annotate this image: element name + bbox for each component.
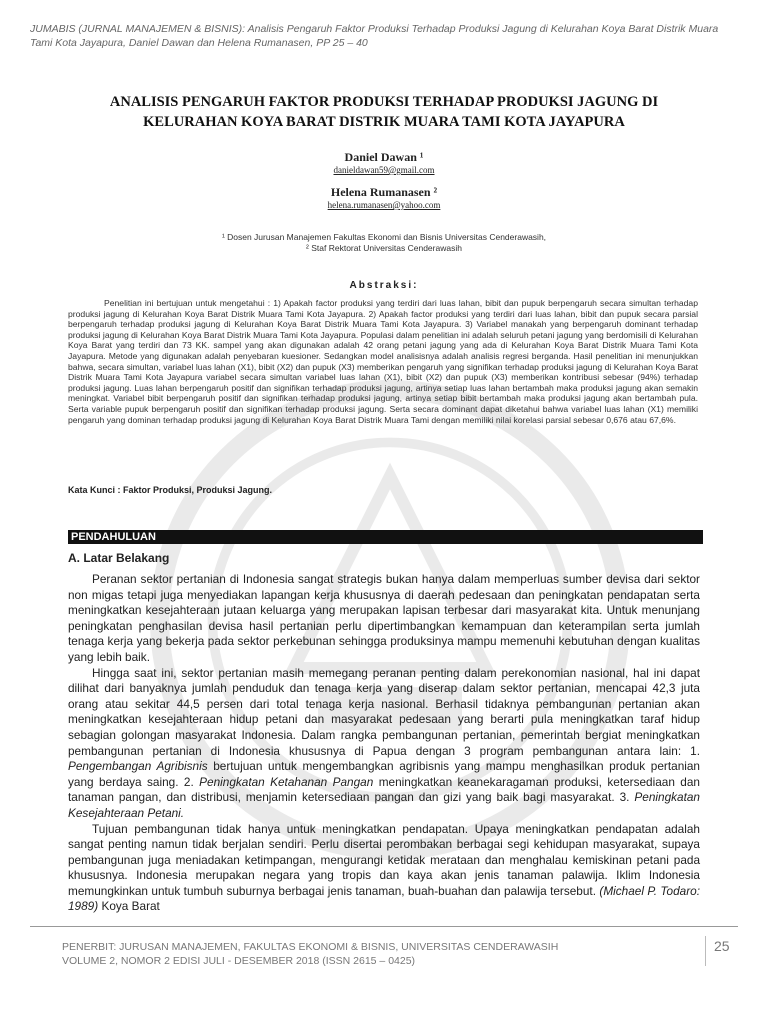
page-number: 25 xyxy=(714,938,730,954)
article-citation: Analisis Pengaruh Faktor Produksi Terhadap Produksi Jagung di Kelurahan Koya Barat Distrik Muara Tami Kota Jayapura, Daniel Dawan dan Helena Rumanasen, PP 25 – 40 xyxy=(30,23,719,49)
subsection-heading: A. Latar Belakang xyxy=(68,551,170,565)
paragraph-text: Hingga saat ini, sektor pertanian masih memegang peranan penting dalam perekonomian nasional, hal ini dapat dilihat dari banyaknya jumlah penduduk dan tenaga kerja yang diserap dalam sektor pertanian, mencapai 42,3 juta orang atau sekitar 44,5 persen dari total tenaga kerja nasional. Berhasil tidaknya pembangunan pertanian akan meningkatkan kesejahteraan hidup petani dan masyarakat pedesaan yang berarti pula meningkatkan taraf hidup sebagian golongan masyarakat Indonesia. Dalam rangka pembangunan pertanian, pemerintah bergiat meningkatkan pembangunan pertanian di Indonesia khususnya di Papua dengan 3 program pembangunan antara lain: 1. xyxy=(68,665,700,758)
affiliation-line: ¹ Dosen Jurusan Manajemen Fakultas Ekonomi dan Bisnis Universitas Cenderawasih, xyxy=(221,232,547,242)
paragraph xyxy=(68,666,700,822)
affiliations xyxy=(0,232,768,254)
section-title: PENDAHULUAN xyxy=(68,530,703,544)
running-header xyxy=(30,22,730,50)
author-block xyxy=(0,150,768,220)
author-name: Helena Rumanasen ² xyxy=(330,185,438,199)
publisher-line: PENERBIT: JURUSAN MANAJEMEN, FAKULTAS EKONOMI & BISNIS, UNIVERSITAS CENDERAWASIH xyxy=(62,941,559,953)
author-name: Daniel Dawan ¹ xyxy=(344,150,424,164)
program-name: Peningkatan Ketahanan Pangan xyxy=(199,774,374,789)
body-text xyxy=(68,572,700,915)
paragraph xyxy=(68,822,700,916)
program-name: Pengembangan Agribisnis xyxy=(68,759,208,774)
program-name: Peningkatan Kesejahteraan Petani. xyxy=(68,790,700,820)
paper-title: ANALISIS PENGARUH FAKTOR PRODUKSI TERHADAP PRODUKSI JAGUNG DI KELURAHAN KOYA BARAT DISTRIK MUARA TAMI KOTA JAYAPURA xyxy=(109,94,659,130)
journal-name: JUMABIS (JURNAL MANAJEMEN & BISNIS): xyxy=(30,23,246,35)
author-email[interactable]: helena.rumanasen@yahoo.com xyxy=(327,200,441,210)
citation-reference: (Michael P. Todaro: 1989) xyxy=(68,883,700,914)
paragraph-text: bertujuan untuk mengembangkan agribisnis yang mampu menghasilkan produk pertanian yang berdaya saing. 2. xyxy=(68,759,700,789)
paragraph: Peranan sektor pertanian di Indonesia sangat strategis bukan hanya dalam memperluas sumber devisa dari sektor non migas tetapi juga menyediakan lapangan kerja khususnya di daerah pedesaan dan peningkatan pendapatan serta meningkatkan kesejahteraan jutaan keluarga yang merupakan lapisan terbesar dari masyarakat kita. Untuk menunjang peningkatan penghasilan devisa hasil pertanian perlu dipertimbangkan kemampuan dan keterampilan serta jumlah tenaga kerja yang bekerja pada sektor perkebunan sehingga produksinya mampu memenuhi kebutuhan dengan kualitas yang lebih baik. xyxy=(68,572,700,664)
volume-line: VOLUME 2, NOMOR 2 EDISI JULI - DESEMBER 2018 (ISSN 2615 – 0425) xyxy=(62,955,416,967)
paragraph-text: meningkatkan keanekaragaman produksi, ketersediaan dan tanaman pangan, dan distribusi, menjamin ketersediaan pangan dan gizi yang baik bagi masyarakat. 3. xyxy=(68,774,700,805)
author-email[interactable]: danieldawan59@gmail.com xyxy=(333,165,435,175)
paragraph-text: Tujuan pembangunan tidak hanya untuk meningkatkan pendapatan. Upaya meningkatkan pendapatan adalah sangat penting namun tidak berjalan sendiri. Perlu disertai perombakan berbagai segi kehidupan masyarakat, supaya pembangunan juga meniadakan ketimpangan, mengurangi ketidak merataan dan menghalau kemiskinan petani pada khususnya. Indonesia merupakan negara yang tropis dan kaya akan jenis tanaman palawija. Iklim Indonesia memungkinkan untuk tumbuh suburnya berbagai jenis tanaman, buah-buahan dan palawija tersebut. xyxy=(68,821,700,898)
keywords: Kata Kunci : Faktor Produksi, Produksi Jagung. xyxy=(68,485,273,495)
footer-divider xyxy=(30,926,738,927)
affiliation-line: ² Staf Rektorat Universitas Cenderawasih xyxy=(306,243,462,253)
paragraph-text: Koya Barat xyxy=(101,899,160,914)
footer xyxy=(62,940,682,968)
footer-separator xyxy=(705,936,706,966)
abstract-heading: Abstraksi: xyxy=(349,280,419,291)
abstract-text: Penelitian ini bertujuan untuk mengetahui : 1) Apakah factor produksi yang terdiri dari luas lahan, bibit dan pupuk berpengaruh secara simultan terhadap produksi jagung di Kelurahan Koya Barat Distrik Muara Tami Kota Jayapura. 2) Apakah factor produksi yang terdiri dari luas lahan, bibit dan pupuk secara parsial berpengaruh terhadap produksi jagung di Kelurahan Koya Barat Distrik Muara Tami Kota Jayapura. 3) Variabel manakah yang berpengaruh dominant terhadap produksi jagung di Kelurahan Koya Barat Distrik Muara Tami Kota Jayapura. Populasi dalam penelitian ini adalah seluruh petani jagung yang berdomisili di Kelurahan Koya Barat yang terdiri dan 73 KK. sampel yang akan digunakan adalah 42 orang petani jagung yang ada di Kelurahan Koya Barat Distrik Muara Tami Kota Jayapura. Metode yang digunakan adalah penyebaran kuesioner. Sedangkan model analisisnya adalah analisis regresi berganda. Hasil penelitian ini menunjukkan bahwa, secara simultan, variabel luas lahan (X1), bibit (X2) dan pupuk (X3) memberikan pengaruh yang signifikan terhadap produksi jagung di Kelurahan Koya Barat Distrik Muara Tami Kota Jayapura variabel secara simultan variabel luas lahan (X1), bibit (X2) dan pupuk (X3) memberikan kontribusi sebesar (94%) terhadap produksi jagung. Luas lahan berpengaruh positif dan signifikan terhadap produksi jagung, artinya setiap luas lahan bertambah maka produksi jagung akan semakin meningkat. Variabel bibit berpengaruh positif dan signifikan terhadap produksi jagung, artinya setiap bibit bertambah maka produksi jagung akan bertambah pula. Serta variable pupuk berpengaruh positif dan signifikan terhadap produksi jagung. Serta secara dominant dapat diketahui bahwa variabel luas lahan (X1) memiliki pengaruh yang dominan terhadap produksi jagung di Kelurahan Koya Barat Distrik Muara Tami dengan memiliki nilai korelasi parsial sebesar 0,676 atau 67,6%. xyxy=(68,298,698,425)
